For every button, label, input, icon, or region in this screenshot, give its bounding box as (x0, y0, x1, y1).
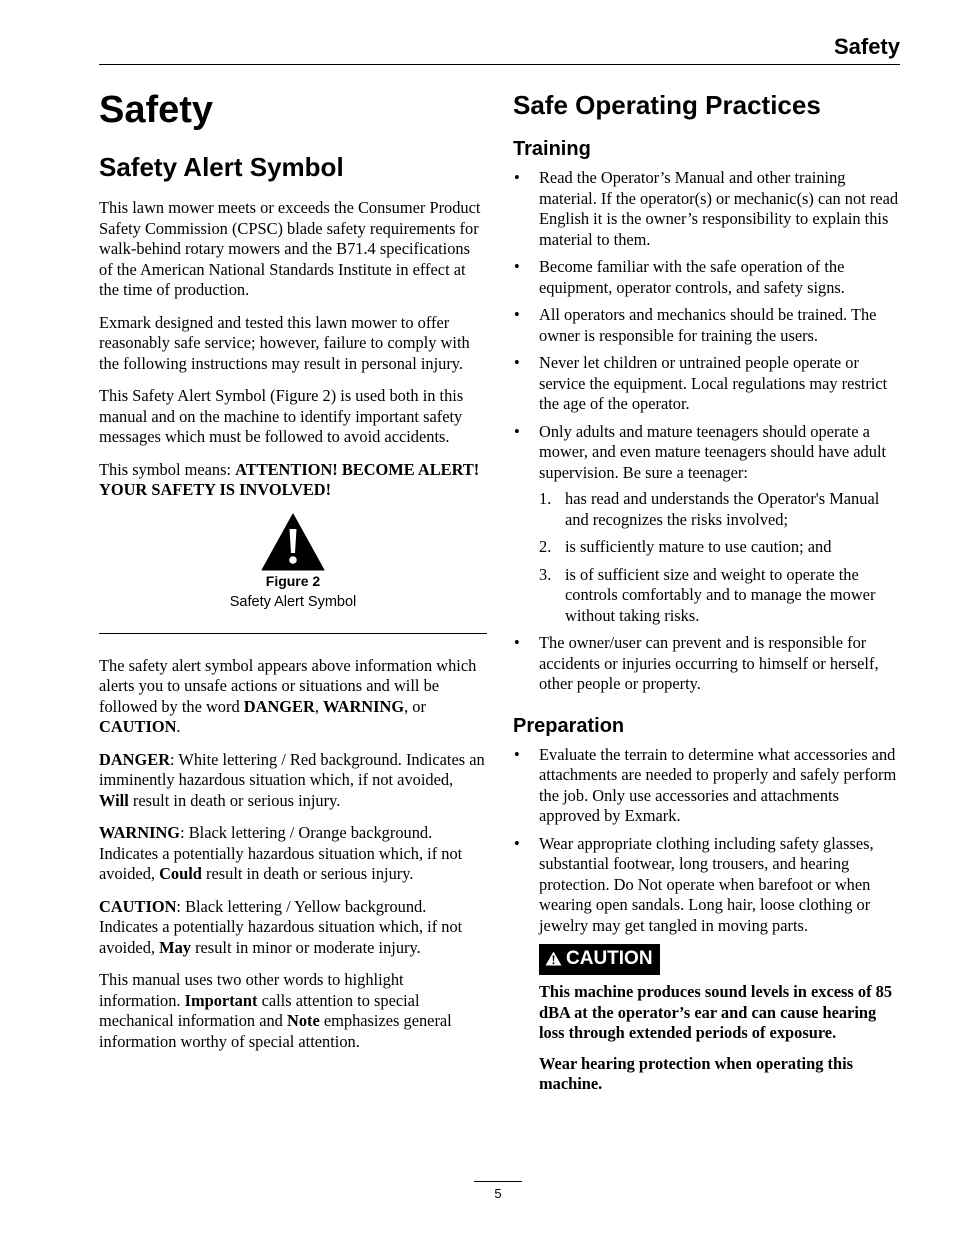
page-number: 5 (494, 1186, 502, 1201)
caution-badge (539, 944, 660, 975)
bullet-marker: • (514, 353, 520, 372)
list-item (513, 633, 901, 695)
warning-text: : Black lettering / Orange background. Indicates a potentially hazardous situation which, if not avoided, (99, 823, 463, 883)
list-item (513, 422, 901, 627)
caution-message-noise: This machine produces sound levels in excess of 85 dBA at the operator’s ear and can cause hearing loss through extended periods of exposure. (539, 982, 893, 1042)
signal-word-danger: DANGER (243, 696, 315, 716)
paragraph-manual-words (99, 970, 487, 1052)
numbered-item-text: has read and understands the Operator's Manual and recognizes the risks involved; (565, 489, 880, 529)
paragraph-signal-words (99, 656, 487, 738)
list-item-text: The owner/user can prevent and is responsible for accidents or injuries occurring to himself or herself, other people or property. (539, 633, 879, 693)
footer-rule (474, 1181, 522, 1182)
item-number: 3. (539, 564, 552, 584)
bullet-marker: • (514, 744, 520, 764)
list-item (513, 353, 901, 415)
section-heading-safe-operating-practices: Safe Operating Practices (513, 90, 821, 120)
numbered-item (539, 489, 901, 530)
header-rule (99, 64, 900, 65)
signal-word-caution: CAUTION (99, 717, 177, 736)
signal-or: , or (404, 696, 426, 716)
manual-words-end: emphasizes general information worthy of special attention. (99, 1011, 452, 1051)
section-heading-safety-alert-symbol: Safety Alert Symbol (99, 152, 344, 182)
definition-warning (99, 823, 487, 885)
signal-word-warning: WARNING (323, 696, 405, 716)
preparation-list (513, 745, 901, 937)
caution-label: CAUTION (566, 948, 653, 969)
manual-words-mid: calls attention to special mechanical information and (99, 990, 420, 1030)
word-note: Note (286, 1011, 320, 1030)
page-title: Safety (99, 89, 214, 131)
danger-text: : White lettering / Red background. Indicates an imminently hazardous situation which, if not avoided, (99, 749, 485, 789)
right-column (513, 84, 901, 1105)
item-number: 1. (539, 489, 552, 508)
paragraph-exmark: Exmark designed and tested this lawn mower to offer reasonably safe service; however, failure to comply with the following instructions may result in personal injury. (99, 312, 470, 373)
bullet-marker: • (514, 833, 520, 853)
list-item-text: Wear appropriate clothing including safety glasses, substantial footwear, long trousers, and hearing protection. Do Not operate when barefoot or when wearing open sandals. Long hair, loose clothing or jewelry may get tangled in moving parts. (539, 833, 874, 935)
word-important: Important (184, 990, 258, 1010)
caution-result: result in minor or moderate injury. (195, 937, 421, 957)
numbered-item (539, 537, 901, 558)
list-item-text: Become familiar with the safe operation of the equipment, operator controls, and safety signs. (539, 257, 845, 297)
list-item-text: All operators and mechanics should be trained. The owner is responsible for training the users. (539, 305, 877, 345)
training-list (513, 168, 901, 695)
figure-caption: Safety Alert Symbol (229, 593, 357, 610)
caution-term: CAUTION (99, 896, 177, 916)
caution-text: : Black lettering / Yellow background. Indicates a potentially hazardous situation which, if not avoided, (99, 896, 463, 957)
list-item (513, 834, 901, 937)
subheading-training: Training (513, 138, 591, 160)
list-item-text: Only adults and mature teenagers should operate a mower, and even mature teenagers should have adult supervision. Be sure a teenager: (539, 421, 887, 482)
list-item-text: Read the Operator’s Manual and other training material. If the operator(s) or mechanic(s) can not read English it is the owner’s responsibility to explain this material to them. (539, 168, 899, 249)
bullet-marker: • (514, 633, 520, 652)
definition-caution (99, 897, 487, 959)
figure-number: Figure 2 (265, 572, 321, 589)
bullet-marker: • (514, 421, 520, 441)
manual-words-intro: This manual uses two other words to highlight information. (99, 970, 404, 1010)
figure-2 (99, 513, 487, 613)
numbered-item-text: is sufficiently mature to use caution; and (565, 537, 832, 556)
list-item-text: Never let children or untrained people operate or service the equipment. Local regulations may restrict the age of the operator. (539, 353, 888, 413)
list-item (513, 745, 901, 827)
section-divider (99, 633, 487, 634)
paragraph-cpsc: This lawn mower meets or exceeds the Consumer Product Safety Commission (CPSC) blade safety requirements for walk-behind rotary mowers and the B71.4 specifications of the American National Standards Institute in effect at the time of production. (99, 198, 481, 299)
list-item (513, 257, 901, 298)
warning-result: result in death or serious injury. (206, 864, 414, 883)
caution-box (539, 944, 901, 1095)
caution-bold-word: May (159, 937, 191, 957)
signal-period: . (176, 717, 181, 736)
bullet-marker: • (514, 168, 520, 187)
paragraph-symbol-means (99, 460, 487, 501)
list-item (513, 168, 901, 250)
signal-comma: , (314, 696, 319, 716)
teenager-sublist (539, 489, 901, 626)
running-header-section: Safety (833, 34, 900, 59)
warning-term: WARNING (99, 823, 181, 842)
warning-triangle-icon (545, 951, 562, 966)
danger-bold-word: Will (99, 790, 129, 810)
subheading-preparation: Preparation (513, 714, 625, 737)
bullet-marker: • (514, 257, 520, 276)
numbered-item-text: is of sufficient size and weight to operate the controls comfortably and to manage the mower without taking risks. (565, 564, 876, 625)
item-number: 2. (539, 537, 552, 556)
list-item (513, 305, 901, 346)
symbol-means-intro: This symbol means: (99, 459, 232, 479)
signal-intro-text: The safety alert symbol appears above information which alerts you to unsafe actions or situations and will be followed by the word (99, 655, 477, 716)
warning-triangle-icon (261, 513, 325, 571)
list-item-text: Evaluate the terrain to determine what accessories and attachments are needed to properly and safely perform the job. Only use accessories and attachments approved by Exmark. (539, 744, 897, 825)
warning-bold-word: Could (159, 864, 202, 883)
bullet-marker: • (514, 305, 520, 324)
caution-message-hearing: Wear hearing protection when operating this machine. (539, 1053, 853, 1093)
definition-danger (99, 750, 487, 812)
paragraph-symbol-use: This Safety Alert Symbol (Figure 2) is used both in this manual and on the machine to identify important safety messages which must be followed to avoid accidents. (99, 386, 464, 446)
left-column (99, 84, 487, 1064)
danger-result: result in death or serious injury. (132, 790, 341, 810)
danger-term: DANGER (99, 749, 171, 769)
symbol-means-bold: ATTENTION! BECOME ALERT! YOUR SAFETY IS INVOLVED! (99, 459, 480, 499)
numbered-item (539, 565, 901, 627)
